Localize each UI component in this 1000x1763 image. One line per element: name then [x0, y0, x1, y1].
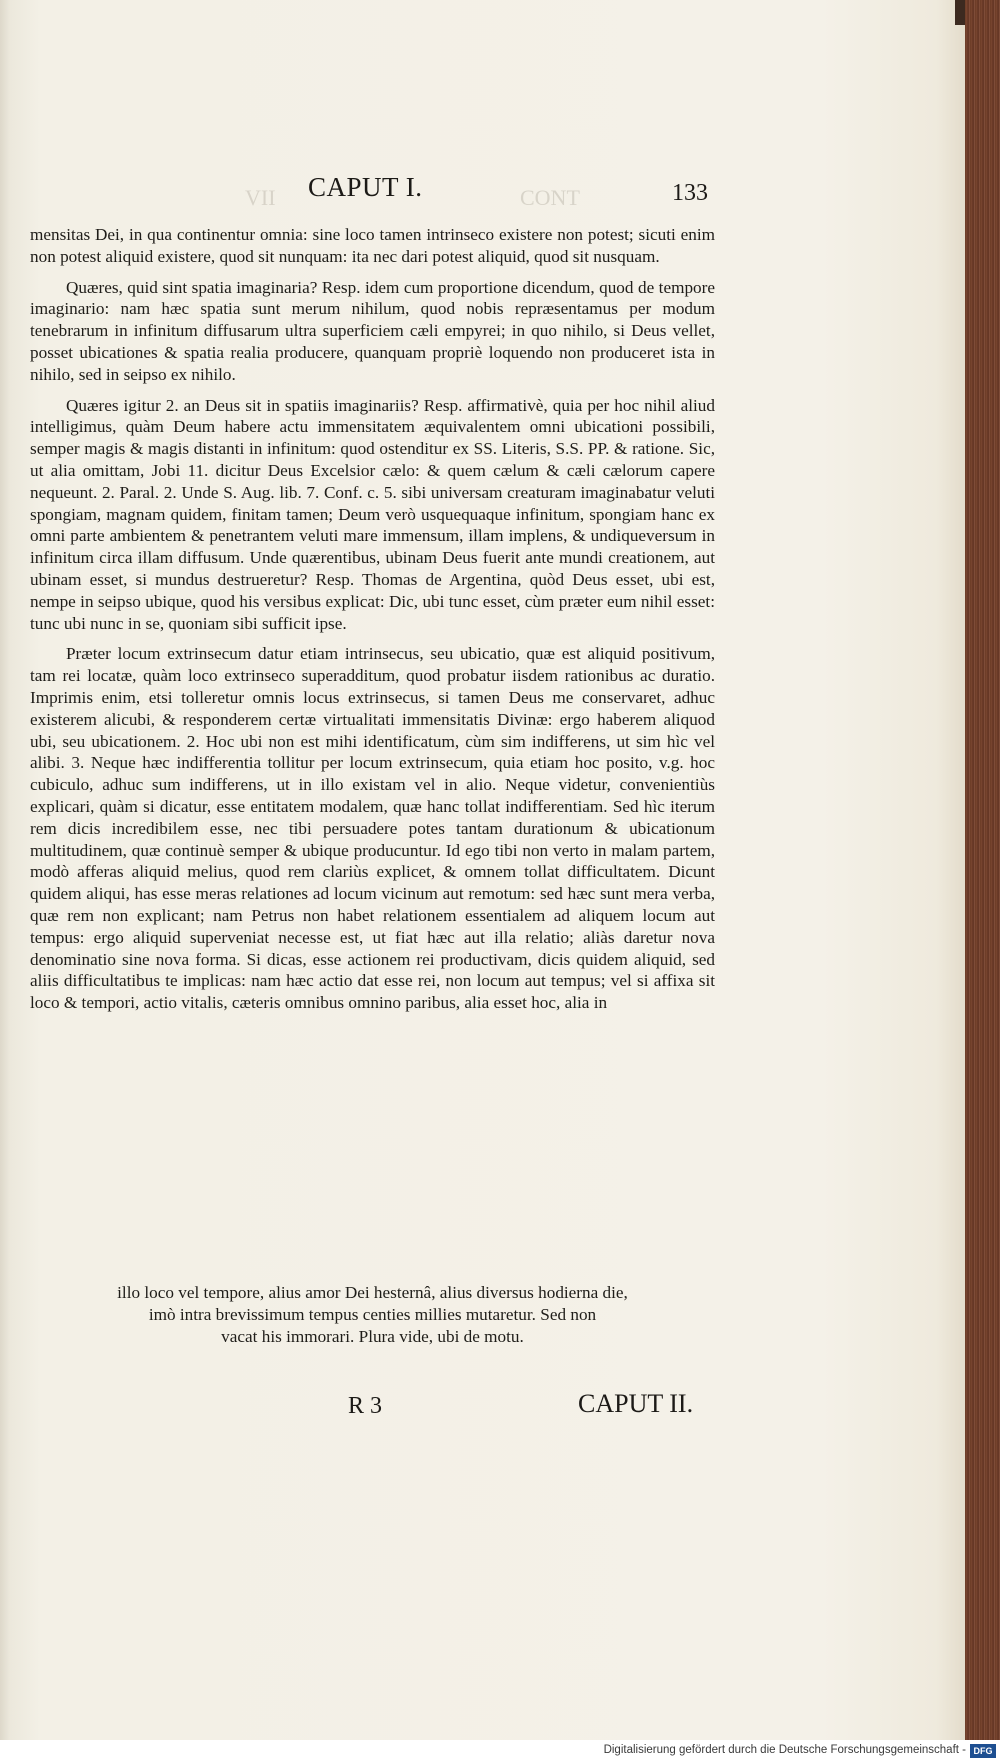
closing-line: illo loco vel tempore, alius amor Dei hesternâ, alius diversus hodierna die, [117, 1283, 628, 1302]
page-number: 133 [672, 180, 708, 206]
bleed-through-text: VII [245, 185, 276, 210]
paragraph: mensitas Dei, in qua continentur omnia: sine loco tamen intrinseco existere non potest; sicuti enim non potest aliquid existere, quod sit nunquam: ita nec dari potest aliquid, quod sit nusquam. [30, 225, 715, 266]
bleed-through-text: CONT [520, 185, 580, 210]
body-text [30, 224, 715, 1014]
paragraph: Præter locum extrinsecum datur etiam intrinsecus, seu ubicatio, quæ est aliquid positivum, tam rei locatæ, quàm loco extrinseco superadditum, quod probatur iisdem rationibus ac duratio. Imprimis enim, etsi tolleretur omnis locus extrinsecus, si tamen Deus me conservaret, adhuc existerem alicubi, & responderem certæ virtualitati immensitatis Divinæ: ergo haberem aliquod ubi, seu ubicationem. 2. Hoc ubi non est mihi identificatum, cùm sim indifferens, ut sim hìc vel alibi. 3. Neque hæc indifferentia tollitur per locum extrinsecum, quia etiam hoc posito, v.g. hoc cubiculo, adhuc sum indifferens, ut in illo existam vel in alio. Neque videtur, convenientiùs explicari, quàm si dicatur, esse entitatem modalem, quæ hanc tollat indifferentiam. Sed hìc iterum rem dicis incredibilem esse, nec tibi persuadere potes tantam durationum & ubicationum multitudinem, quæ continuè semper & ubique producuntur. Id ego tibi non verto in malam partem, modò afferas aliquid melius, quod rem clariùs explicet, & omnem tollat difficultatem. Dicunt quidem aliqui, has esse meras relationes ad locum vicinum aut remotum: sed hæc sunt mera verba, quæ rem non explicant; nam Petrus non habet relationem essentialem ad aliquem locum aut tempus: ergo aliquid superveniat necesse est, ut fiat hæc aut illa relatio; aliàs daretur nova denominatio sine nova forma. Si dicas, esse actionem rei productivam, dicis quidem aliquid, sed aliis difficultatibus te implicas: nam hæc actio dat esse rei, non locum aut tempus; vel si affixa sit loco & tempori, actio vitalis, cæteris omnibus omnino paribus, alia esset hoc, alia in [30, 644, 715, 1013]
catchword: CAPUT II. [578, 1389, 694, 1418]
running-header: CAPUT I. [308, 172, 423, 202]
paragraph: Quæres, quid sint spatia imaginaria? Resp. idem cum proportione dicendum, quod de tempore imaginario: nam hæc spatia sunt merum nihilum, quod nobis repræsentamus per modum tenebrarum in infinitum diffusarum ultra superficiem cæli empyrei; in quo nihilo, si Deus vellet, posset ubicationes & spatia realia producere, quanquam propriè loquendo non produceret ista in nihilo, sed in seipso ex nihilo. [30, 277, 715, 384]
paragraph: Quæres igitur 2. an Deus sit in spatiis imaginariis? Resp. affirmativè, quia per hoc nihil aliud intelligimus, quàm Deum habere actu immensitatem æquivalentem omni ubicationi possibili, semper magis & magis distanti in infinitum: quod ostenditur ex SS. Literis, S.S. PP. & ratione. Sic, ut alia omittam, Jobi 11. dicitur Deus Excelsior cælo: & quem cælum & cæli cælorum capere nequeunt. 2. Paral. 2. Unde S. Aug. lib. 7. Conf. c. 5. sibi universam creaturam imaginabatur veluti spongiam, magnam quidem, finitam tamen; Deum verò usquequaque infinitum, spongiam hanc ex omni parte ambientem & penetrantem veluti mare immensum, illam implens, & undiqueversum in infinitum circa illam diffusum. Unde quærentibus, ubinam Deus fuerit ante mundi creationem, aut ubinam esset, si mundus destrueretur? Resp. Thomas de Argentina, quòd Deus esset, ubi est, nempe in seipso ubique, quod his versibus explicat: Dic, ubi tunc esset, cùm præter eum nihil esset: tunc ubi nunc in se, quoniam sibi sufficit ipse. [30, 395, 715, 633]
signature-mark: R 3 [348, 1393, 383, 1419]
book-fore-edge [965, 0, 1000, 1740]
digitization-credit: Digitalisierung gefördert durch die Deutsche Forschungsgemeinschaft - [603, 1744, 966, 1756]
dfg-logo: DFG [970, 1744, 996, 1758]
closing-line: vacat his immorari. Plura vide, ubi de motu. [221, 1327, 524, 1346]
closing-line: imò intra brevissimum tempus centies millies mutaretur. Sed non [148, 1305, 597, 1324]
